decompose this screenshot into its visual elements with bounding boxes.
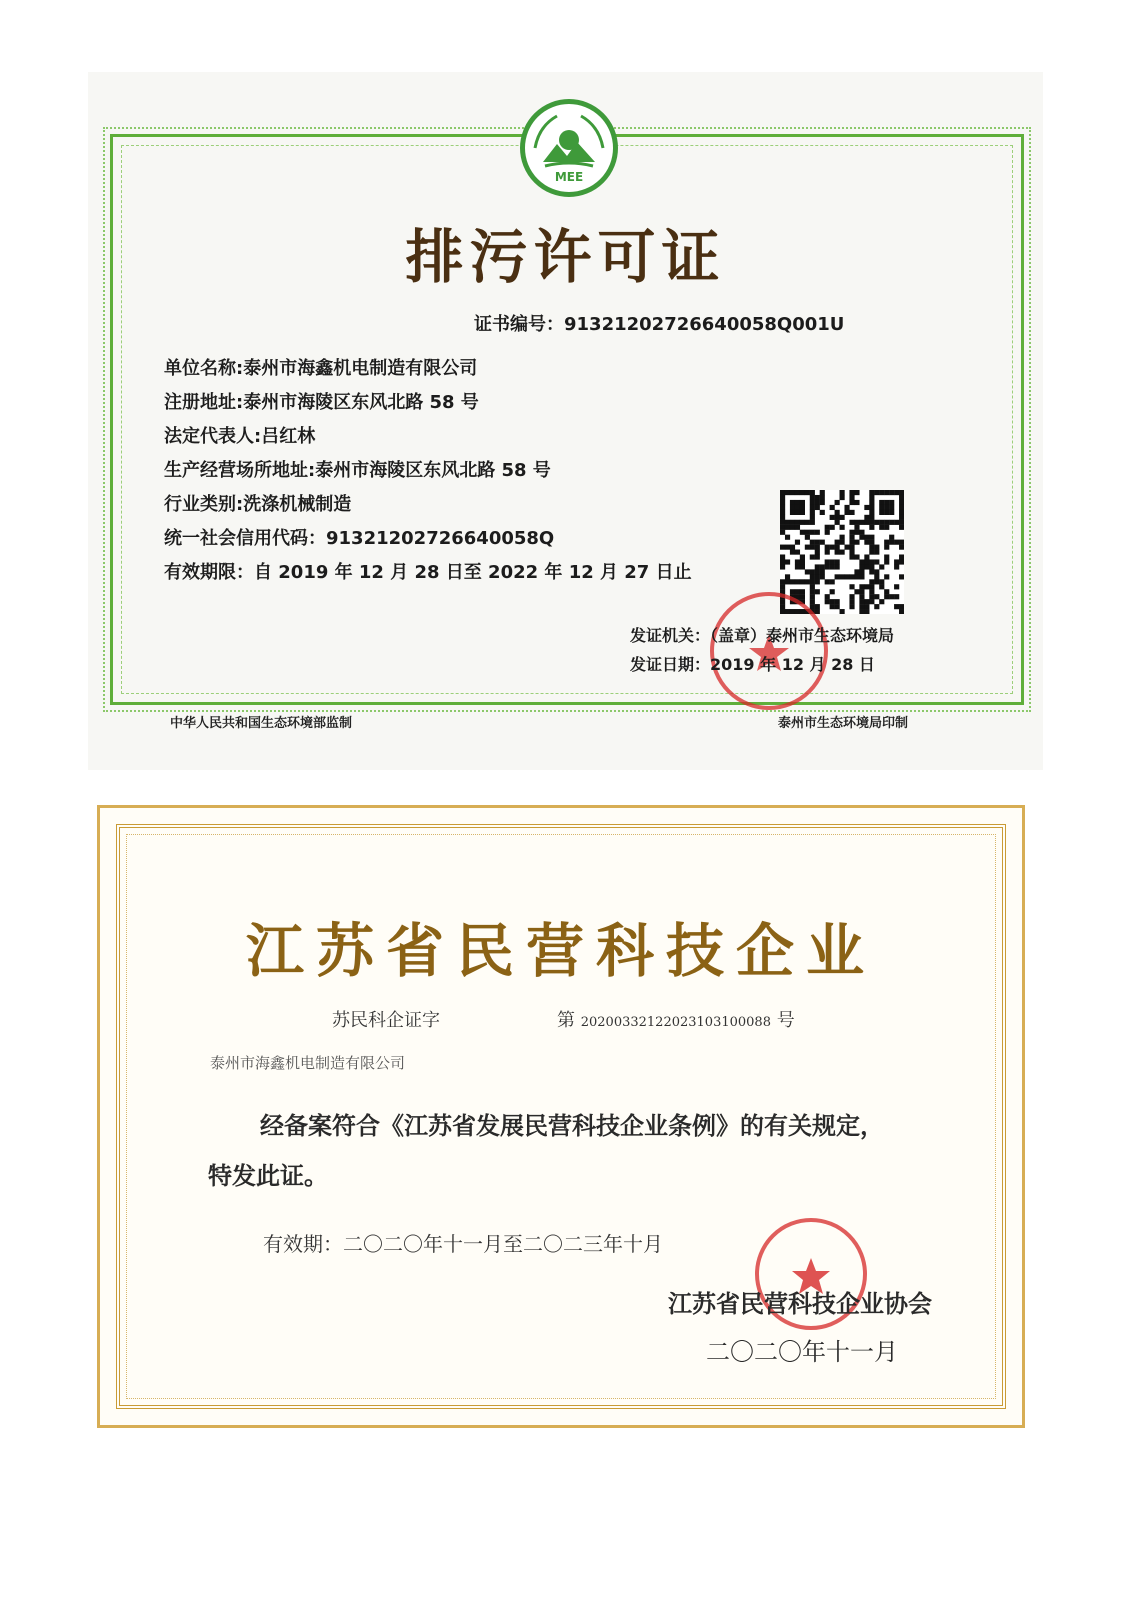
issuer-label: 发证机关： bbox=[630, 626, 711, 645]
field-legal-representative bbox=[164, 422, 315, 448]
field-production-address bbox=[164, 456, 551, 482]
body-text-line2: 特发此证。 bbox=[208, 1161, 328, 1190]
cert-no-suffix: 号 bbox=[776, 1010, 795, 1031]
field-label: 行业类别: bbox=[164, 494, 244, 515]
certificate-title: 排污许可证 bbox=[405, 223, 726, 291]
seal-star-icon bbox=[714, 596, 824, 706]
certificate-prefix: 苏民科企证字 bbox=[332, 1010, 440, 1031]
field-label: 注册地址: bbox=[164, 392, 244, 413]
certificate-title: 江苏省民营科技企业 bbox=[245, 917, 876, 985]
field-registered-address bbox=[164, 388, 479, 414]
field-label: 法定代表人: bbox=[164, 426, 262, 447]
field-company-name bbox=[164, 354, 477, 380]
issuer-value: （盖章）泰州市生态环境局 bbox=[710, 626, 895, 645]
field-label: 有效期限： bbox=[164, 562, 254, 583]
issue-date-label: 发证日期： bbox=[630, 655, 711, 674]
field-value: 自 2019 年 12 月 28 日至 2022 年 12 月 27 日止 bbox=[254, 562, 692, 583]
footer-printer: 泰州市生态环境局印制 bbox=[778, 716, 909, 731]
certificate-number-label: 证书编号： bbox=[474, 314, 564, 335]
body-text-line1: 经备案符合《江苏省发展民营科技企业条例》的有关规定， bbox=[260, 1111, 884, 1140]
field-value: 91321202726640058Q bbox=[326, 528, 555, 549]
mee-logo bbox=[520, 99, 618, 197]
field-value: 泰州市海鑫机电制造有限公司 bbox=[243, 358, 478, 379]
field-value: 吕红林 bbox=[261, 426, 316, 447]
field-value: 泰州市海陵区东风北路 58 号 bbox=[243, 392, 479, 413]
field-validity-period bbox=[164, 558, 692, 584]
pollutant-permit-certificate bbox=[88, 72, 1043, 770]
cert-no-prefix: 第 bbox=[557, 1010, 575, 1031]
field-value: 洗涤机械制造 bbox=[243, 494, 352, 515]
issue-date bbox=[630, 652, 875, 675]
issue-date: 二〇二〇年十一月 bbox=[706, 1338, 898, 1366]
field-credit-code bbox=[164, 524, 554, 550]
cert-no-value: 20200332122023103100088 bbox=[580, 1015, 771, 1030]
field-value: 泰州市海陵区东风北路 58 号 bbox=[315, 460, 551, 481]
certificate-number-value: 91321202726640058Q001U bbox=[564, 314, 845, 335]
issue-date-value: 2019 年 12 月 28 日 bbox=[710, 655, 875, 674]
certificate-number bbox=[474, 310, 844, 336]
field-label: 生产经营场所地址: bbox=[164, 460, 316, 481]
issuing-association: 江苏省民营科技企业协会 bbox=[668, 1289, 932, 1318]
validity-period: 有效期：二〇二〇年十一月至二〇二三年十月 bbox=[263, 1232, 663, 1256]
company-name: 泰州市海鑫机电制造有限公司 bbox=[210, 1054, 406, 1072]
field-label: 单位名称: bbox=[164, 358, 244, 379]
logo-text: MEE bbox=[554, 170, 584, 184]
field-industry-category bbox=[164, 490, 351, 516]
footer-supervisor: 中华人民共和国生态环境部监制 bbox=[170, 716, 353, 731]
field-label: 统一社会信用代码： bbox=[164, 528, 326, 549]
issuing-authority bbox=[630, 623, 894, 646]
official-red-seal bbox=[710, 592, 828, 710]
private-tech-enterprise-certificate bbox=[97, 805, 1025, 1428]
certificate-number-line bbox=[557, 1006, 795, 1032]
